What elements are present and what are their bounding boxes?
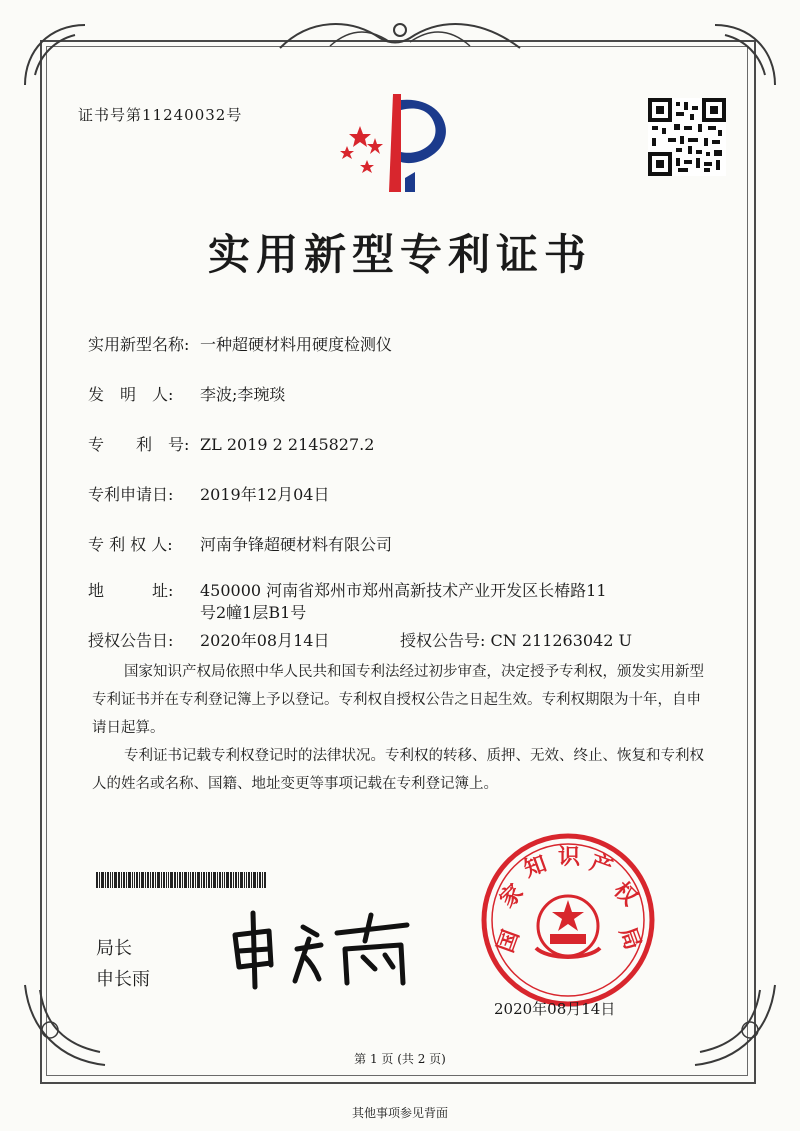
field-value: ZL 2019 2 2145827.2 [200,435,375,454]
corner-ornament-icon [20,20,90,90]
body-paragraph: 国家知识产权局依照中华人民共和国专利法经过初步审查，决定授予专利权，颁发实用新型专利证书并在专利登记簿上予以登记。专利权自授权公告之日起生效。专利权期限为十年，自申请日起算。 [92,664,704,736]
svg-text:产: 产 [586,850,616,882]
field-label: 实用新型名称: [88,335,190,354]
field-label: 授权公告号: [400,631,486,650]
field-grant-announcement-date [88,628,329,651]
seal-date: 2020年08月14日 [494,1000,616,1018]
top-ornament-icon [270,8,530,58]
field-label: 专 利 权 人: [88,535,173,554]
field-value: 2020年08月14日 [200,631,330,650]
director-title: 局长 [96,938,132,959]
svg-text:知: 知 [520,851,551,883]
field-label: 专利申请日: [88,485,174,504]
field-value: 2019年12月04日 [200,485,330,504]
svg-text:国: 国 [493,926,525,957]
corner-ornament-icon [710,20,780,90]
certificate-title: 实用新型专利证书 [207,230,592,279]
svg-text:家: 家 [495,879,529,913]
field-value: 450000 河南省郑州市郑州高新技术产业开发区长椿路11 [200,581,607,600]
field-value: 河南争锋超硬材料有限公司 [200,535,393,554]
director-signature-icon [225,905,415,990]
field-label: 地 址: [88,581,174,600]
qr-code-icon [648,98,726,176]
field-label: 授权公告日: [88,631,174,650]
field-patentee [88,532,392,555]
body-paragraph: 专利证书记载专利权登记时的法律状况。专利权的转移、质押、无效、终止、恢复和专利权人的姓名或名称、国籍、地址变更等事项记载在专利登记簿上。 [92,748,704,792]
field-application-date [88,482,329,505]
field-address [88,578,607,601]
field-value: 一种超硬材料用硬度检测仪 [200,335,393,354]
certificate-body [92,658,712,798]
official-seal-icon [478,830,658,1010]
field-inventors [88,382,285,405]
field-value: 李波;李琬琰 [200,385,286,404]
field-label: 专 利 号: [88,435,190,454]
back-note: 其他事项参见背面 [351,1106,448,1120]
director-name: 申长雨 [96,969,150,990]
svg-text:识: 识 [558,845,581,870]
field-patent-number [88,432,374,455]
field-grant-announcement-number [400,628,632,651]
svg-text:权: 权 [608,877,642,911]
certificate-number: 证书号第11240032号 [78,106,243,124]
field-label: 发 明 人: [88,385,174,404]
field-address-line2: 号2幢1层B1号 [200,603,307,622]
cnipa-logo-icon [335,88,465,196]
page-indicator: 第 1 页 (共 2 页) [354,1052,446,1066]
barcode-icon [96,872,306,888]
field-value: CN 211263042 U [490,631,633,650]
field-utility-model-name [88,332,392,355]
svg-text:局: 局 [613,924,646,954]
